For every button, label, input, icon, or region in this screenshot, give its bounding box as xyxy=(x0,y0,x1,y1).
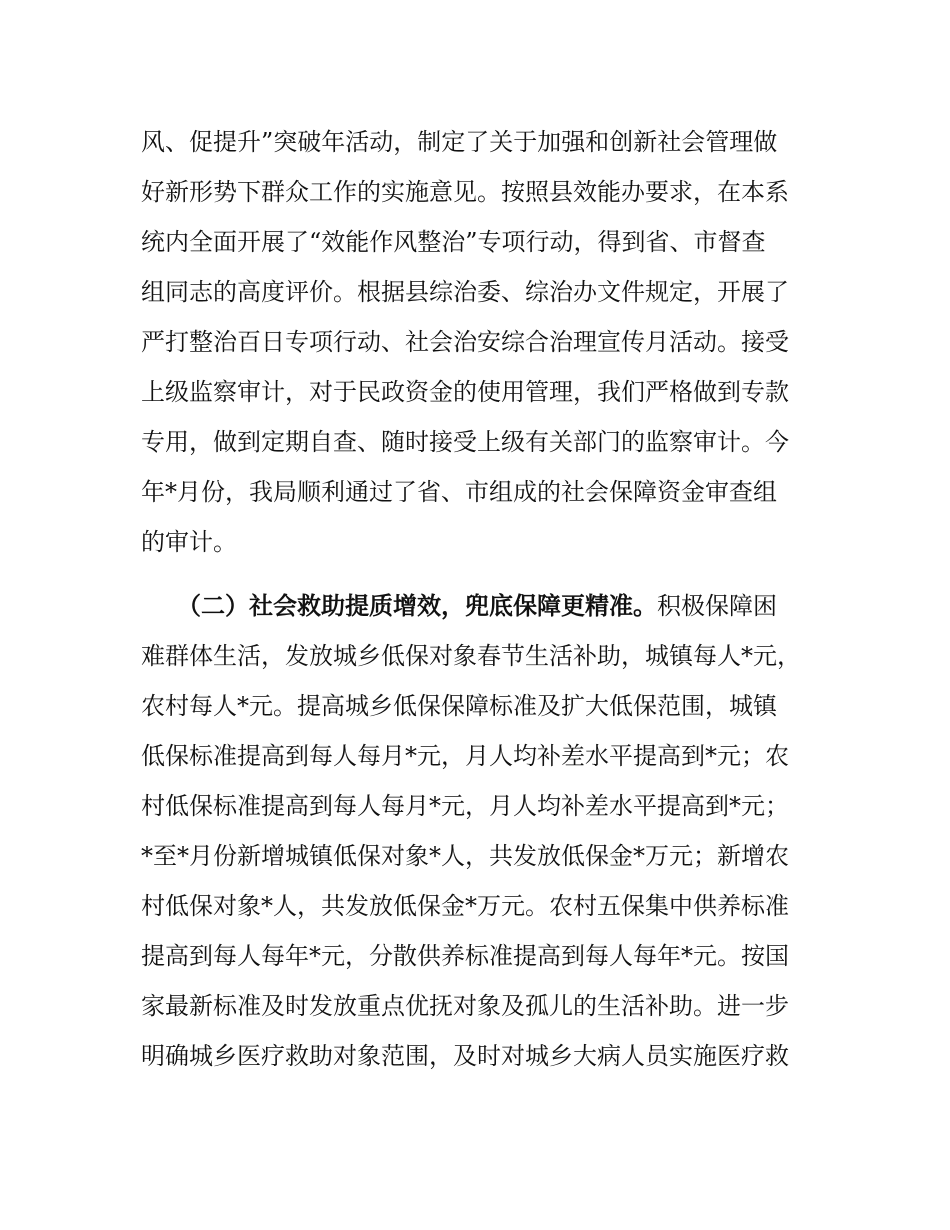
paragraph-2-line-7: 村低保对象*人，共发放低保金*万元。农村五保集中供养标准 xyxy=(141,892,789,920)
paragraph-2-line-6: *至*月份新增城镇低保对象*人，共发放低保金*万元；新增农 xyxy=(141,842,789,870)
paragraph-2-line-2: 难群体生活，发放城乡低保对象春节生活补助，城镇每人*元， xyxy=(141,642,801,670)
paragraph-1-line-2: 好新形势下群众工作的实施意见。按照县效能办要求，在本系 xyxy=(141,178,789,206)
paragraph-2-line-9: 家最新标准及时发放重点优抚对象及孤儿的生活补助。进一步 xyxy=(141,992,789,1020)
paragraph-2-line-1-rest: 积极保障困 xyxy=(657,592,777,620)
paragraph-2-line-5: 村低保标准提高到每人每月*元，月人均补差水平提高到*元； xyxy=(141,792,789,820)
paragraph-2-line-3: 农村每人*元。提高城乡低保保障标准及扩大低保范围，城镇 xyxy=(141,692,777,720)
section-heading: （二）社会救助提质增效，兜底保障更精准。 xyxy=(177,592,657,620)
paragraph-2-line-8: 提高到每人每年*元，分散供养标准提高到每人每年*元。按国 xyxy=(141,942,789,970)
paragraph-1-line-8: 年*月份，我局顺利通过了省、市组成的社会保障资金审查组 xyxy=(141,478,777,506)
paragraph-1-line-3: 统内全面开展了“效能作风整治”专项行动，得到省、市督查 xyxy=(141,228,766,256)
paragraph-1-line-4: 组同志的高度评价。根据县综治委、综治办文件规定，开展了 xyxy=(141,278,789,306)
paragraph-1-line-6: 上级监察审计，对于民政资金的使用管理，我们严格做到专款 xyxy=(141,378,789,406)
paragraph-2-line-10: 明确城乡医疗救助对象范围，及时对城乡大病人员实施医疗救 xyxy=(141,1042,789,1070)
paragraph-1-line-5: 严打整治百日专项行动、社会治安综合治理宣传月活动。接受 xyxy=(141,328,789,356)
paragraph-2-line-1 xyxy=(177,591,777,621)
paragraph-1-line-7: 专用，做到定期自查、随时接受上级有关部门的监察审计。今 xyxy=(141,428,789,456)
paragraph-2-line-4: 低保标准提高到每人每月*元，月人均补差水平提高到*元；农 xyxy=(141,742,789,770)
paragraph-1-line-9: 的审计。 xyxy=(141,528,237,556)
paragraph-1-line-1: 风、促提升”突破年活动，制定了关于加强和创新社会管理做 xyxy=(141,128,778,156)
